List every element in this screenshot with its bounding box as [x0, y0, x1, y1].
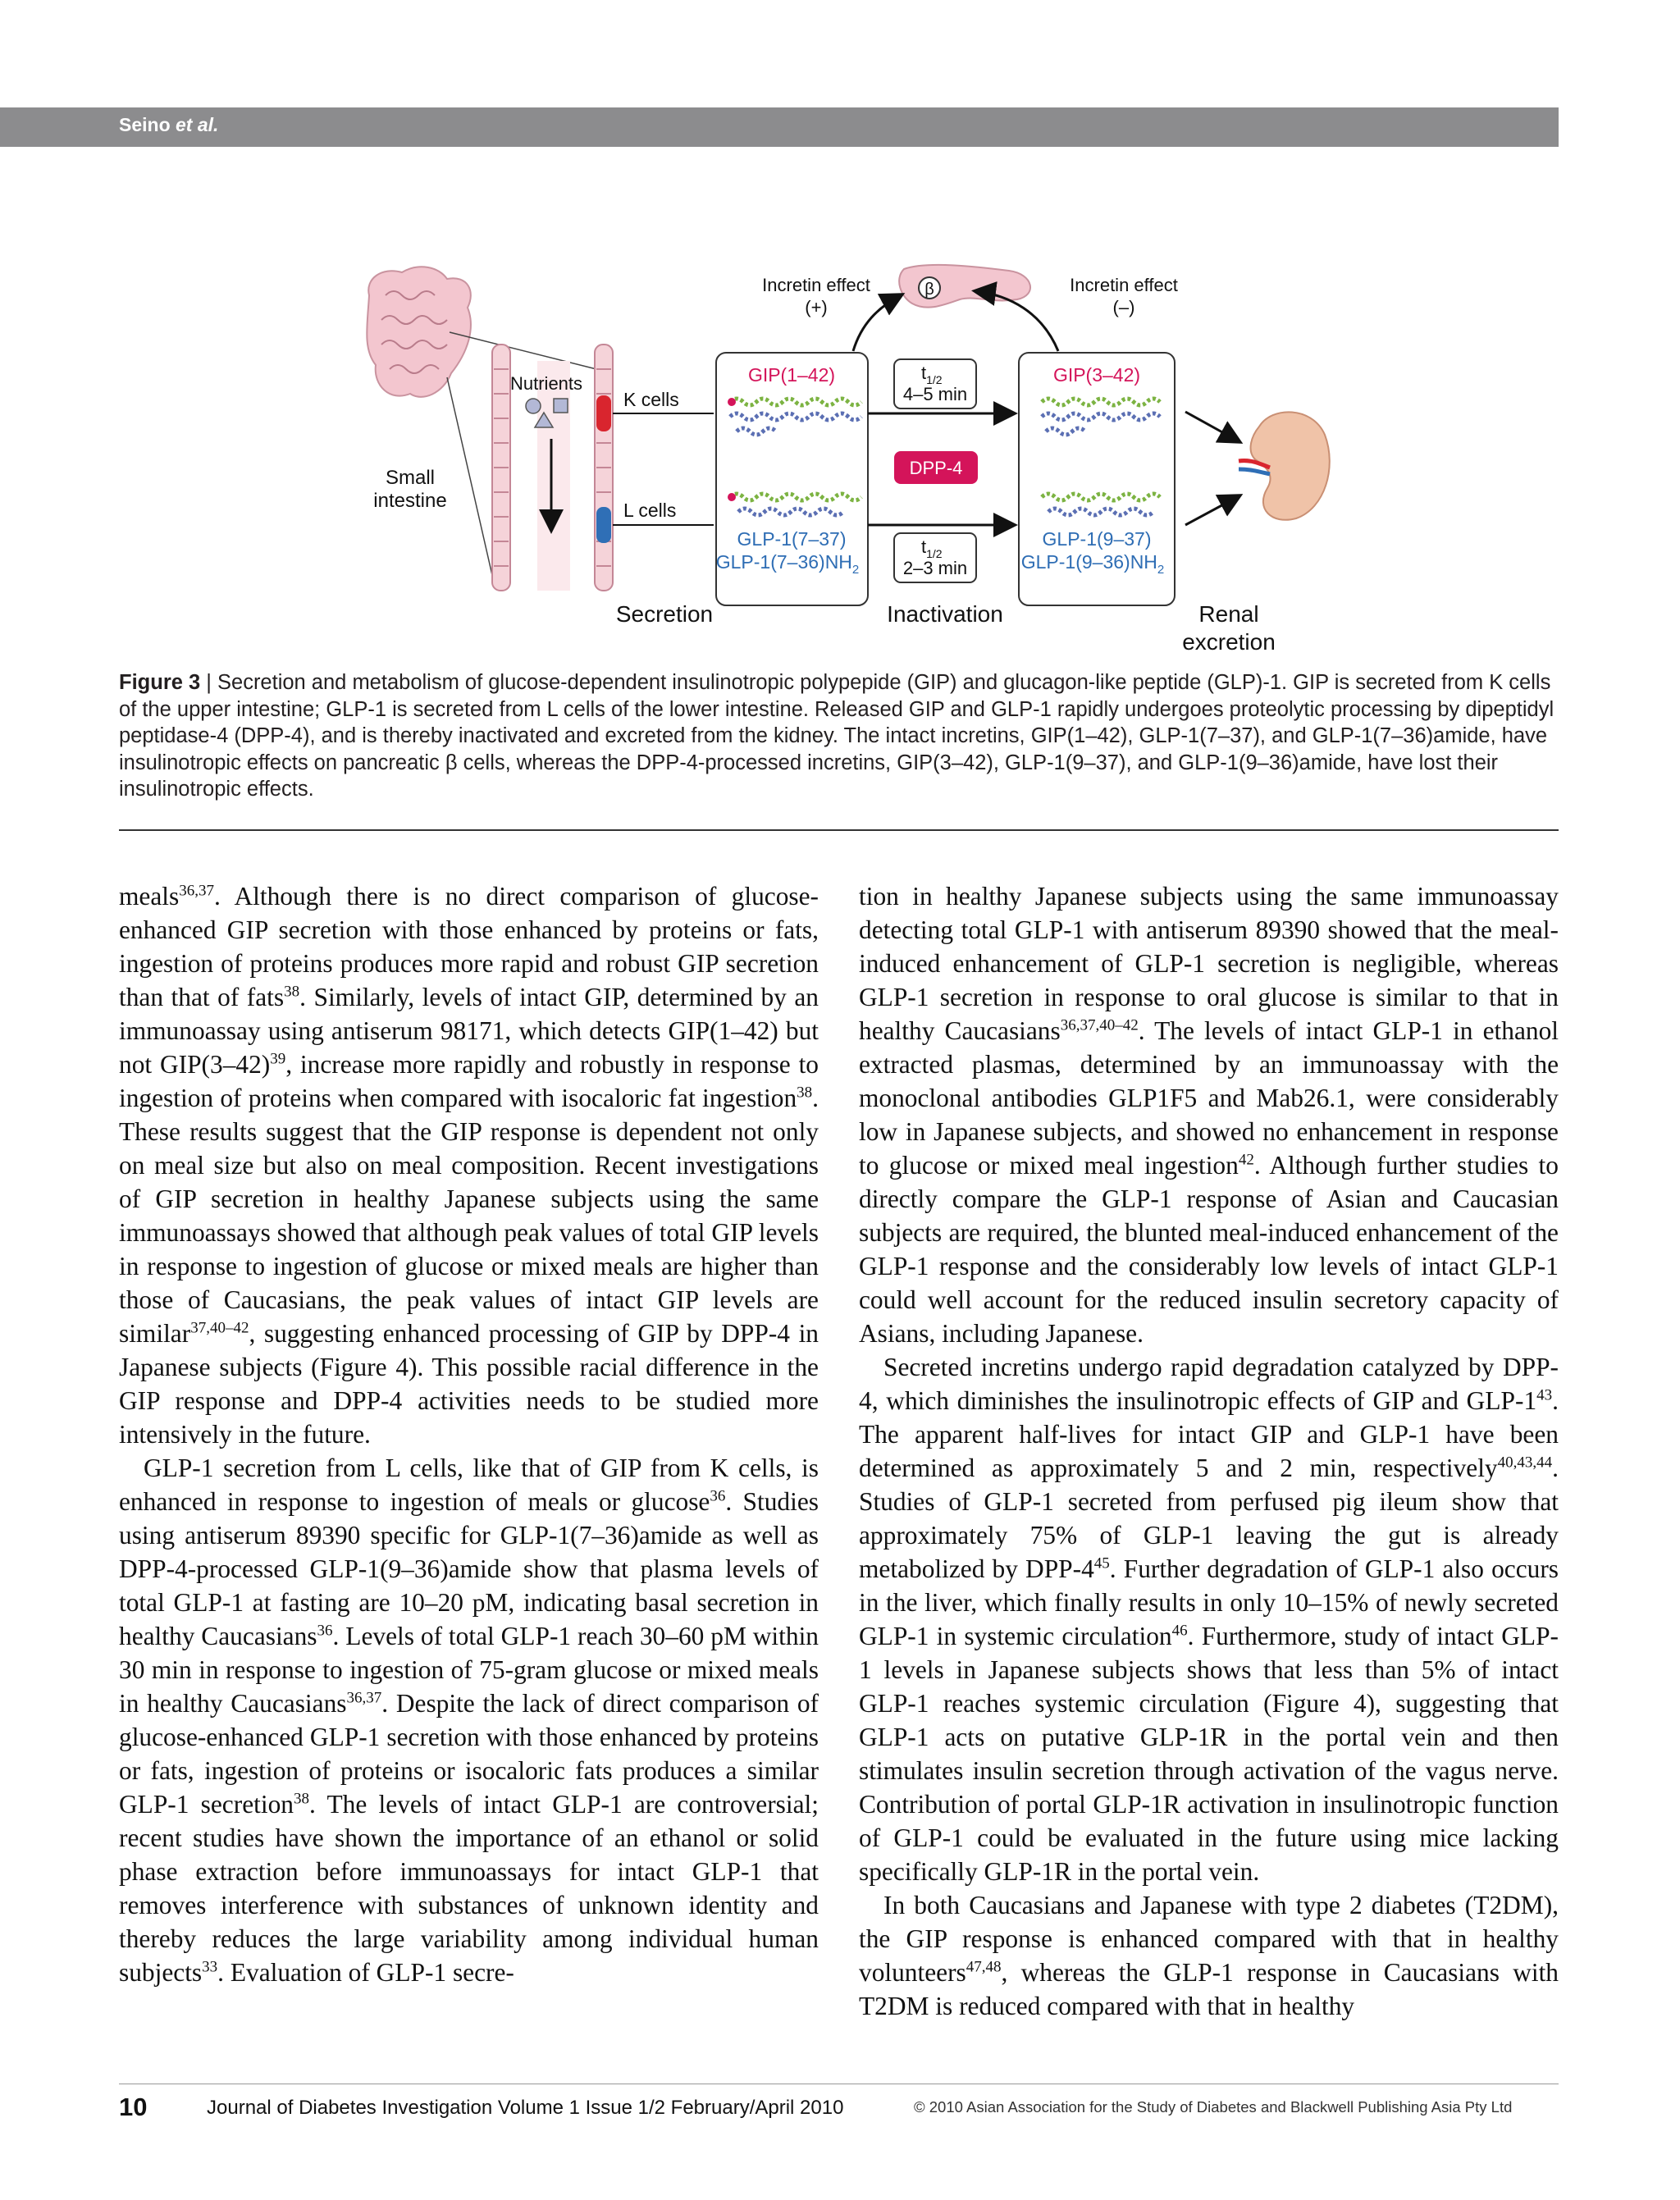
copyright-notice: © 2010 Asian Association for the Study of Diabetes and Blackwell Publishing Asia Pty Ltd — [914, 2098, 1513, 2116]
gip-1-42-label: GIP(1–42) — [747, 364, 836, 386]
running-header — [119, 114, 218, 136]
paragraph: tion in healthy Japanese subjects using the same immunoassay detecting total GLP-1 with antiserum 89390 showed that the meal-induced enhancement of GLP-1 secretion is negligible, whereas GLP-1 secretion in response to oral glucose is similar to that in healthy Caucasians$^{36,37,40-42}$. The levels of intact GLP-1 in ethanol extracted plasmas, determined by an immunoassay with the monoclonal antibodies GLP1F5 and Mab26.1, were considerably low in Japanese subjects, and showed no enhancement in response to glucose or mixed meal ingestion$^{42}$. Although further studies to directly compare the GLP-1 response of Asian and Caucasian subjects are required, the blunted meal-induced enhancement of the GLP-1 response and the considerably low levels of intact GLP-1 could well account for the reduced insulin secretory capacity of Asians, including Japanese. — [859, 882, 1559, 1348]
gip-half-life-value: 4–5 min — [902, 384, 968, 404]
page-number: 10 — [119, 2093, 148, 2121]
paragraph: Secreted incretins undergo rapid degradation catalyzed by DPP-4, which diminishes the insulinotropic effects of GIP and GLP-$1^{43}$. The apparent half-lives for intact GIP and GLP-1 have been determined as approximately 5 and 2 min, respectively$^{40,43,44}$. Studies of GLP-1 secreted from perfused pig ileum show that approximately 75% of GLP-1 leaving the gut is already metabolized by DPP-$4^{45}$. Further degradation of GLP-1 also occurs in the liver, which finally results in only 10–15% of newly secreted GLP-1 in systemic circulation$^{46}$. Furthermore, study of intact GLP-1 levels in Japanese subjects shows that less than 5% of intact GLP-1 reaches systemic circulation (Figure 4), suggesting that GLP-1 acts on putative GLP-1R in the portal vein and then stimulates insulin secretion through activation of the vagus nerve. Contribution of portal GLP-1R activation in insulinotropic function of GLP-1 could be evaluated in the future using mice lacking specifically GLP-1R in the portal vein. — [859, 1353, 1559, 1886]
l-cells-label: L cells — [623, 500, 677, 521]
caption-separator: | — [206, 671, 212, 694]
l-cell-icon — [596, 507, 611, 543]
figure-label: Figure 3 — [119, 671, 201, 694]
stage-excretion-label: excretion — [1182, 629, 1276, 655]
glp1-9-37-label: GLP-1(9–37) — [1042, 528, 1152, 550]
nutrient-square-icon — [554, 399, 568, 413]
gip-excretion-arrow — [1185, 412, 1239, 441]
figure-caption — [119, 669, 1559, 803]
journal-citation: Journal of Diabetes Investigation Volume 1 Issue 1/2 February/April 2010 — [207, 2097, 844, 2119]
glp1-9-36-amide-label: GLP-$1(9-36)NH_2$ — [1020, 551, 1165, 577]
gip-half-life-symbol: $t_{1/2}$ — [921, 363, 943, 386]
body-column-left — [119, 879, 819, 1989]
glp1-half-life-symbol: $t_{1/2}$ — [921, 536, 943, 560]
small-intestine-icon — [367, 267, 471, 397]
figure-svg — [353, 262, 1354, 673]
glp1-7-36-amide-label: GLP-$1(7-36)NH_2$ — [715, 551, 860, 577]
stage-secretion-label: Secretion — [615, 601, 714, 627]
stage-renal-label: Renal — [1198, 601, 1259, 627]
incretin-effect-negative-title: Incretin effect — [1070, 275, 1178, 295]
body-column-right — [859, 879, 1559, 2023]
paragraph: meals$^{36,37}$. Although there is no direct comparison of glucose-enhanced GIP secretion with those enhanced by proteins or fats, ingestion of proteins produces more rapid and robust GIP secretion than that of fats$^{38}$. Similarly, levels of intact GIP, determined by an immunoassay using antiserum 98171, which detects GIP(1–42) but not $GIP(3-42)^{39}$, increase more rapidly and robustly in response to ingestion of proteins when compared with isocaloric fat ingestion$^{38}$. These results suggest that the GIP response is dependent not only on meal size but also on meal composition. Recent investigations of GIP secretion in healthy Japanese subjects using the same immunoassays showed that although peak values of total GIP levels in response to ingestion of glucose or mixed meals are higher than those of Caucasians, the peak values of intact GIP levels are similar$^{37,40-42}$, suggesting enhanced processing of GIP by DPP-4 in Japanese subjects (Figure 4). This possible racial difference in the GIP response and DPP-4 activities needs to be studied more intensively in the future. — [119, 882, 819, 1449]
stage-inactivation-label: Inactivation — [887, 601, 1003, 627]
header-etal: et al. — [176, 114, 219, 135]
header-authors: Seino — [119, 114, 171, 135]
running-header-bar — [0, 107, 1559, 147]
small-intestine-label: Small — [385, 467, 436, 489]
glp1-half-life-value: 2–3 min — [902, 558, 968, 578]
k-cell-icon — [596, 395, 611, 431]
incretin-effect-negative-sign: (–) — [1112, 297, 1135, 317]
beta-cell-symbol: β — [924, 281, 934, 299]
paragraph: In both Caucasians and Japanese with type 2 diabetes (T2DM), the GIP response is enhanced compared with that in healthy volunteers$^{47,48}$, whereas the GLP-1 response in Caucasians with T2DM is reduced compared with that in healthy — [859, 1891, 1559, 2020]
small-intestine-label-2: intestine — [373, 490, 447, 512]
incretin-effect-positive-title: Incretin effect — [762, 275, 870, 295]
glp1-7-37-label: GLP-1(7–37) — [737, 528, 847, 550]
gip-3-42-label: GIP(3–42) — [1052, 364, 1141, 386]
caption-text: Secretion and metabolism of glucose-dependent insulinotropic polypepide (GIP) and glucagon-like peptide (GLP)-1. GIP is secreted from K cells of the upper intestine; GLP-1 is secreted from L cells of the lower intestine. Released GIP and GLP-1 rapidly undergoes proteolytic processing by dipeptidyl peptidase-4 (DPP-4), and is thereby inactivated and excreted from the kidney. The intact incretins, GIP(1–42), GLP-1(7–37), and GLP-1(7–36)amide, have insulinotropic effects on pancreatic β cells, whereas the DPP-4-processed incretins, GIP(3–42), GLP-1(9–37), and GLP-1(9–36)amide, have lost their insulinotropic effects. — [119, 671, 1554, 801]
figure-3-diagram — [353, 262, 1354, 673]
incretin-effect-positive-sign: (+) — [805, 297, 828, 317]
caption-divider — [119, 829, 1559, 831]
nutrient-circle-icon — [526, 399, 541, 413]
k-cells-label: K cells — [623, 389, 679, 410]
incretin-positive-arrow — [853, 295, 901, 351]
nutrients-label: Nutrients — [510, 373, 583, 394]
dpp4-label: DPP-4 — [909, 458, 963, 478]
paragraph: GLP-1 secretion from L cells, like that of GIP from K cells, is enhanced in response to ingestion of meals or glucose$^{36}$. Studies using antiserum 89390 specific for GLP-1(7–36)amide as well as DPP-4-processed GLP-1(9–36)amide show that plasma levels of total GLP-1 at fasting are 10–20 pM, indicating basal secretion in healthy Caucasians$^{36}$. Levels of total GLP-1 reach 30–60 pM within 30 min in response to ingestion of 75-gram glucose or mixed meals in healthy Caucasians$^{36,37}$. Despite the lack of direct comparison of glucose-enhanced GLP-1 secretion with those enhanced by proteins or fats, ingestion of proteins or isocaloric fats produces a similar GLP-1 secretion$^{38}$. The levels of intact GLP-1 are controversial; recent studies have shown the importance of an ethanol or solid phase extraction before immunoassays for intact GLP-1 that removes interference with substances of unknown identity and thereby reduces the large variability among individual human subjects$^{33}$. Evaluation of GLP-1 secre- — [119, 1454, 819, 1987]
kidney-icon — [1239, 412, 1330, 519]
glp1-excretion-arrow — [1185, 496, 1239, 525]
